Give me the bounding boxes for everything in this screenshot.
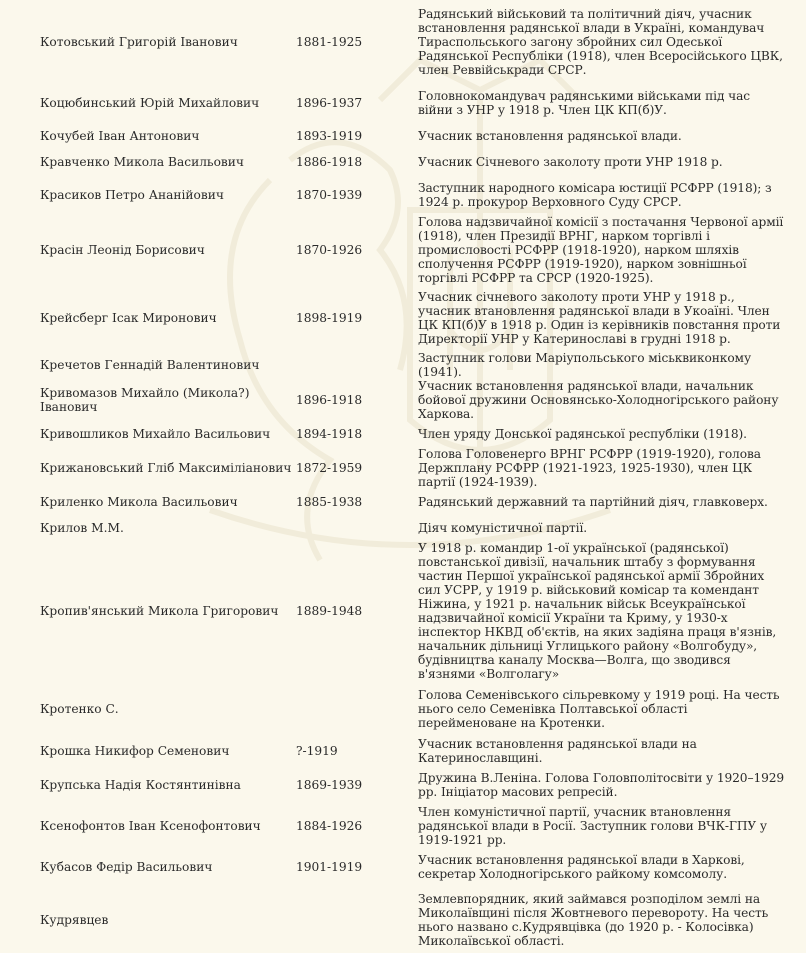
table-row xyxy=(0,421,806,447)
person-name: Коцюбинський Юрій Михайлович xyxy=(40,96,260,110)
person-years: 1881-1925 xyxy=(296,34,363,49)
person-name: Кривошликов Михайло Васильович xyxy=(40,427,271,441)
person-name: Крижановський Гліб Максиміліанович xyxy=(40,461,292,475)
person-description: Заступник голови Маріупольського міськвиконкому (1941). xyxy=(418,351,752,379)
table-row xyxy=(0,489,806,515)
person-name: Кубасов Федір Васильович xyxy=(40,860,213,874)
person-name: Кривомазов Михайло (Микола?) Іванович xyxy=(40,386,250,414)
person-description: Учасник встановлення радянської влади. xyxy=(418,129,682,143)
person-name: Кречетов Геннадій Валентинович xyxy=(40,358,260,372)
person-years: ?-1919 xyxy=(296,744,338,758)
table-row xyxy=(0,765,806,805)
person-years: 1893-1919 xyxy=(296,129,363,143)
person-description: Учасник січневого заколоту проти УНР у 1918 р., учасник втановлення радянської влади в Укоаїні. Член ЦК КП(б)У в 1918 р. Один із керівників повстання проти Директорії УНР у Катеринославі в грудні 1918 р. xyxy=(418,290,781,346)
table-row xyxy=(0,541,806,681)
table-row xyxy=(0,149,806,175)
person-name: Кравченко Микола Васильович xyxy=(40,155,244,169)
table-row xyxy=(0,515,806,541)
person-years: 1884-1926 xyxy=(296,819,363,833)
person-name: Красін Леонід Борисович xyxy=(40,243,205,257)
person-description: У 1918 р. командир 1-ої української (радянської) повстанської дивізії, начальник штабу з формування частин Першої української радянської армії Збройних сил УСРР, у 1919 р. військовий комісар та комендант Ніжина, у 1921 р. начальник військ Всеукраїнської надзвичайної комісії України та Криму, у 1930-х інспектор НКВД об'єктів, на яких задіяна праця в'язнів, начальник дільниці Углицького району «Волгобуду», будівництва каналу Москва—Волга, що зводився в'язнями «Волголагу» xyxy=(418,541,777,681)
table-row xyxy=(0,805,806,847)
person-description: Головнокомандувач радянськими військами під час війни з УНР у 1918 р. Член ЦК КП(б)У. xyxy=(418,89,750,117)
person-name: Ксенофонтов Іван Ксенофонтович xyxy=(40,819,261,833)
person-years: 1885-1938 xyxy=(296,495,363,509)
person-description: Землевпорядник, який займався розподілом землі на Миколаївщині після Жовтневого перевороту. На честь нього названо с.Кудрявцівка (до 1920 р. - Колосівка) Миколаївської області. xyxy=(418,892,769,948)
person-years: 1901-1919 xyxy=(296,860,363,874)
person-years: 1870-1926 xyxy=(296,243,363,257)
person-description: Радянський державний та партійний діяч, главковерх. xyxy=(418,495,768,509)
table-row xyxy=(0,83,806,123)
person-name: Крупська Надія Костянтинівна xyxy=(40,778,241,792)
person-description: Член комуністичної партії, учасник втановлення радянської влади в Росії. Заступник голови ВЧК-ГПУ у 1919-1921 рр. xyxy=(418,805,767,847)
person-description: Голова Головенерго ВРНГ РСФРР (1919-1920), голова Держплану РСФРР (1921-1923, 1925-1930), член ЦК партії (1924-1939). xyxy=(418,447,761,489)
person-description: Заступник народного комісара юстиції РСФРР (1918); з 1924 р. прокурор Верховного Суду СРСР. xyxy=(418,181,772,209)
table-row xyxy=(0,0,806,83)
person-description: Член уряду Донської радянської республіки (1918). xyxy=(418,427,747,441)
person-years: 1898-1919 xyxy=(296,311,363,325)
person-name: Криленко Микола Васильович xyxy=(40,495,238,509)
person-years: 1894-1918 xyxy=(296,427,363,441)
person-description: Діяч комуністичної партії. xyxy=(418,521,588,535)
person-years: 1889-1948 xyxy=(296,604,363,618)
person-years: 1896-1918 xyxy=(296,393,363,407)
person-years: 1896-1937 xyxy=(296,96,363,110)
table-row xyxy=(0,285,806,351)
table-row xyxy=(0,351,806,379)
person-name: Кропив'янський Микола Григорович xyxy=(40,604,279,618)
person-description: Голова надзвичайної комісії з постачання Червоної армії (1918), член Президії ВРНГ, нарком торгівлі і промисловості РСФРР (1918-1920), нарком шляхів сполучення РСФРР (1919-1920), нарком зовнішньої торгівлі РСФРР та СРСР (1920-1925). xyxy=(418,215,784,285)
person-name: Кротенко С. xyxy=(40,702,119,716)
person-name: Красиков Петро Ананійович xyxy=(40,188,224,202)
person-description: Учасник встановлення радянської влади на Катеринославщині. xyxy=(418,737,697,765)
person-description: Учасник встановлення радянської влади, начальник бойової дружини Основянсько-Холодногірського району Харкова. xyxy=(418,379,779,421)
person-name: Кудрявцев xyxy=(40,913,109,927)
person-name: Крейсберг Ісак Миронович xyxy=(40,311,217,325)
person-name: Котовський Григорій Іванович xyxy=(40,34,238,49)
person-years xyxy=(296,515,418,541)
table-row xyxy=(0,737,806,765)
person-years: 1869-1939 xyxy=(296,778,363,792)
person-name: Крошка Никифор Семенович xyxy=(40,744,230,758)
person-name: Кочубей Іван Антонович xyxy=(40,129,200,143)
table-row xyxy=(0,447,806,489)
person-years: 1886-1918 xyxy=(296,155,363,169)
person-description: Радянський військовий та політичний діяч, учасник встановлення радянської влади в Україні, командувач Тираспольського загону збройних сил Одеської Радянської Республіки (1918), член Всеросійського ЦВК, член Реввійськради СРСР. xyxy=(418,6,783,77)
person-description: Дружина В.Леніна. Голова Головполітосвіти у 1920–1929 рр. Ініціатор масових репресій. xyxy=(418,771,785,799)
table-row xyxy=(0,215,806,285)
table-row xyxy=(0,681,806,737)
table-row xyxy=(0,175,806,215)
person-description: Голова Семенівського сільревкому у 1919 році. На честь нього село Семенівка Полтавської області перейменоване на Кротенки. xyxy=(418,688,780,730)
person-years xyxy=(296,351,418,379)
person-years: 1870-1939 xyxy=(296,188,363,202)
person-name: Крилов М.М. xyxy=(40,521,124,535)
table-row xyxy=(0,123,806,149)
person-description: Учасник встановлення радянської влади в Харкові, секретар Холодногірського райкому комсомолу. xyxy=(418,853,745,881)
table-row xyxy=(0,847,806,887)
person-years xyxy=(296,681,418,737)
person-years xyxy=(296,887,418,953)
person-years: 1872-1959 xyxy=(296,461,363,475)
table-row xyxy=(0,887,806,953)
table-row xyxy=(0,379,806,421)
person-description: Учасник Січневого заколоту проти УНР 1918 р. xyxy=(418,155,723,169)
